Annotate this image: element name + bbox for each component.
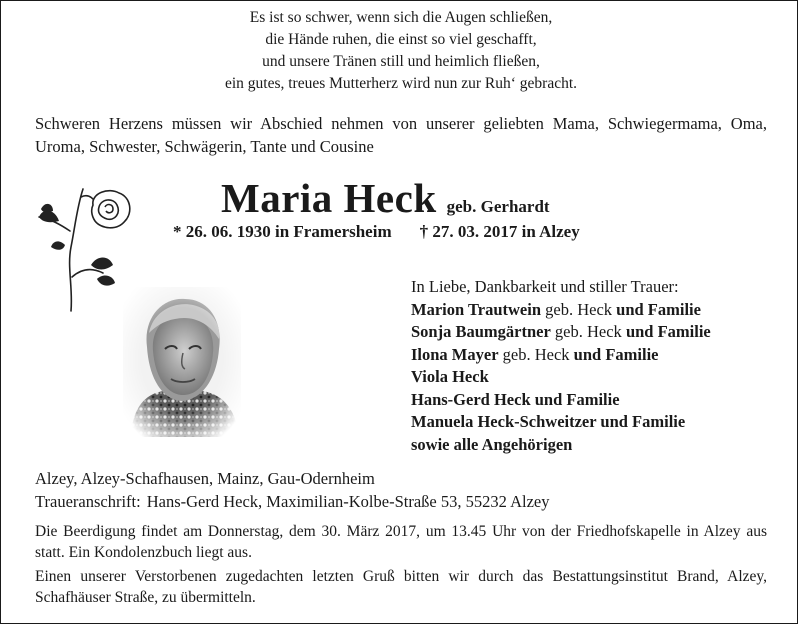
life-dates [173,222,580,242]
address-value: Hans-Gerd Heck, Maximilian-Kolbe-Straße 53, 55232 Alzey [146,492,550,511]
mourner-line: Sonja Baumgärtner geb. Heck und Familie [411,322,711,341]
poem-line: ein gutes, treues Mutterherz wird nun zur Ruh‘ gebracht. [224,75,578,92]
birth-date: * 26. 06. 1930 in Framersheim [173,222,392,241]
poem [151,7,651,95]
mourner-line: Viola Heck [411,367,489,386]
death-date: † 27. 03. 2017 in Alzey [419,222,580,241]
funeral-info: Die Beerdigung findet am Donnerstag, dem 30. März 2017, um 13.45 Uhr von der Friedhofskapelle in Alzey aus statt. Ein Kondolenzbuch liegt aus. [35,523,767,561]
mourning-address [35,490,549,513]
deceased-heading [221,174,550,222]
deceased-maiden-name: geb. Gerhardt [446,197,550,216]
address-label: Traueranschrift: [35,492,141,511]
poem-line: Es ist so schwer, wenn sich die Augen schließen, [249,9,553,26]
places-line: Alzey, Alzey-Schafhausen, Mainz, Gau-Odernheim [35,469,375,488]
mourner-line: Manuela Heck-Schweitzer und Familie [411,412,686,431]
poem-line: die Hände ruhen, die einst so viel geschafft, [265,31,537,48]
mourner-line: Ilona Mayer geb. Heck und Familie [411,344,659,364]
mourner-line: Marion Trautwein geb. Heck und Familie [411,299,701,319]
poem-line: und unsere Tränen still und heimlich fließen, [262,53,540,70]
deceased-name: Maria Heck [221,175,437,221]
portrait-photo [123,287,241,437]
mourner-line: sowie alle Angehörigen [411,434,573,454]
mourners-block [411,276,711,456]
donation-info: Einen unserer Verstorbenen zugedachten letzten Gruß bitten wir durch das Bestattungsinstitut Brand, Alzey, Schafhäuser Straße, zu übermitteln. [35,568,767,606]
sign-off: In Liebe, Dankbarkeit und stiller Trauer: [411,277,679,296]
intro-text: Schweren Herzens müssen wir Abschied nehmen von unserer geliebten Mama, Schwiegermama, Oma, Uroma, Schwester, Schwägerin, Tante und Cousine [35,114,767,156]
mourner-line: Hans-Gerd Heck und Familie [411,389,620,409]
